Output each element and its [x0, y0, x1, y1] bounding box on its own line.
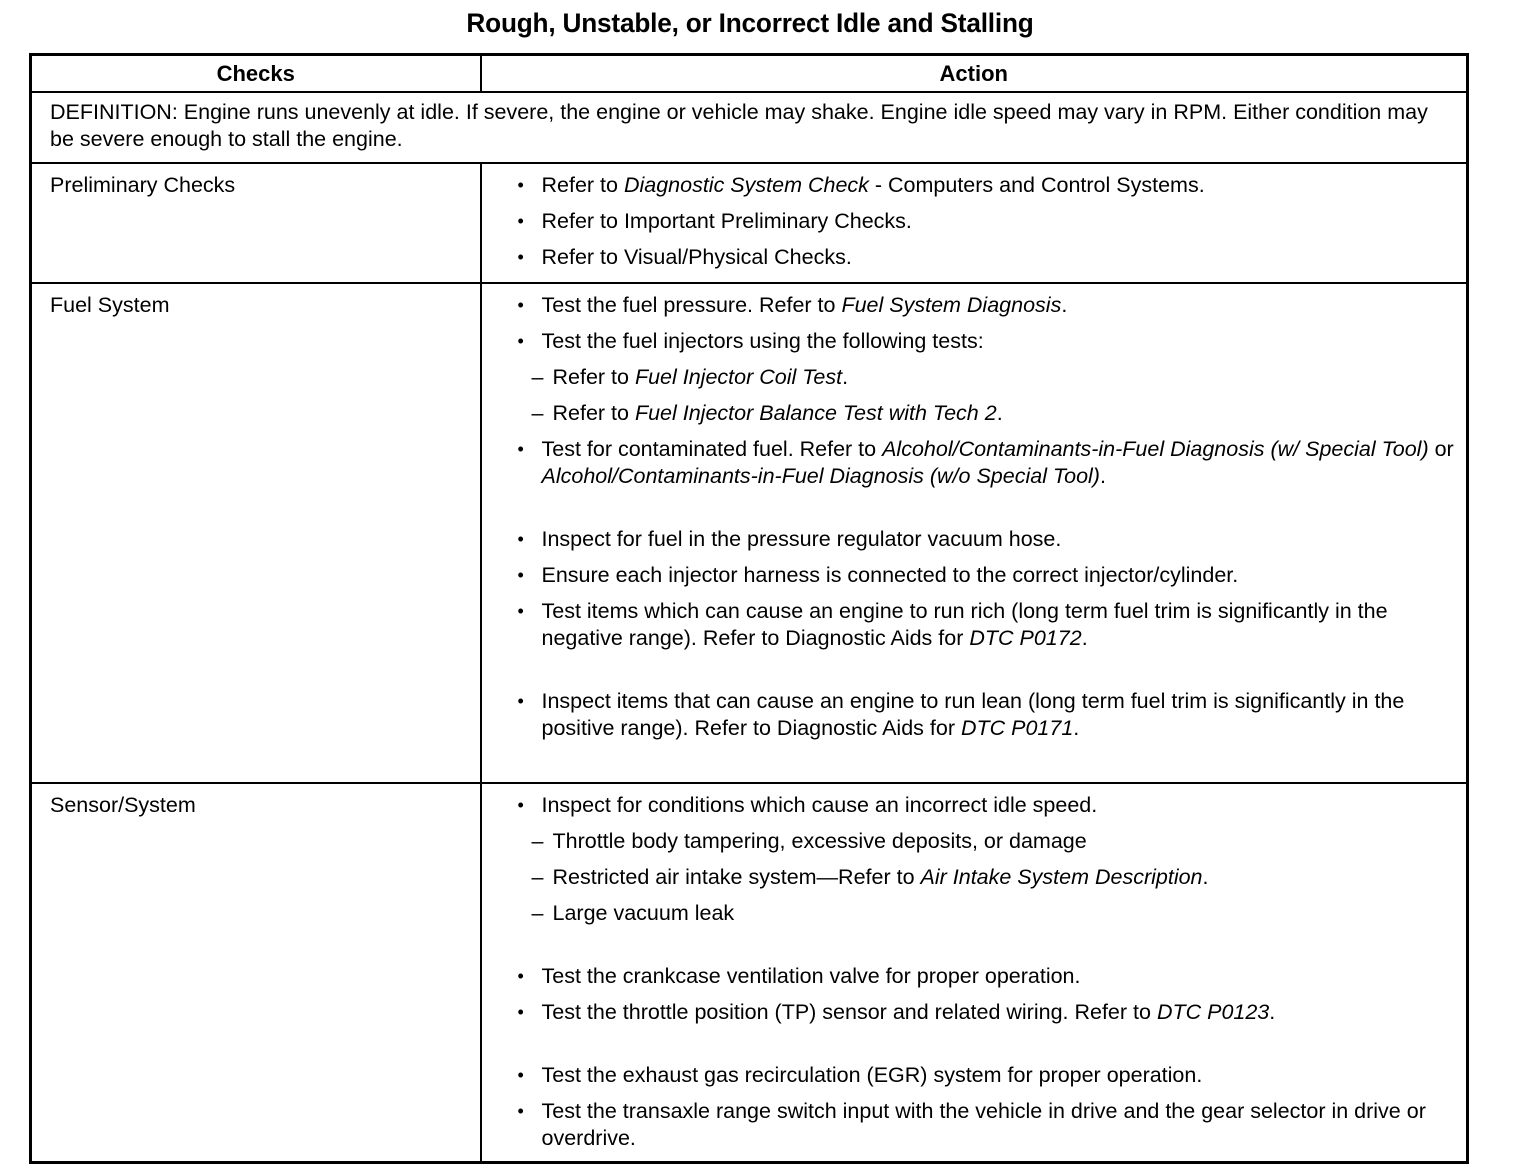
dash-icon: – — [531, 901, 544, 925]
table-row — [31, 163, 1468, 283]
action-text: . — [1202, 865, 1209, 889]
action-subitem — [518, 400, 1457, 427]
reference-title: Fuel Injector Balance Test with Tech 2 — [634, 401, 997, 425]
bullet-icon: • — [517, 175, 524, 195]
action-item — [518, 208, 1457, 235]
definition-text: DEFINITION: Engine runs unevenly at idle. If severe, the engine or vehicle may shake. Engine idle speed may vary in RPM. Either condition may be severe enough to stall the engine. — [31, 92, 1468, 163]
reference-title: Alcohol/Contaminants-in-Fuel Diagnosis (w/o Special Tool) — [541, 464, 1100, 488]
action-text: Ensure each injector harness is connected to the correct injector/cylinder. — [541, 563, 1239, 587]
reference-title: DTC P0123 — [1156, 1000, 1270, 1024]
check-label: Fuel System — [31, 283, 481, 783]
action-item — [518, 1062, 1457, 1089]
action-text: Test the exhaust gas recirculation (EGR) system for proper operation. — [541, 1063, 1203, 1087]
action-text: Inspect for fuel in the pressure regulator vacuum hose. — [541, 527, 1062, 551]
bullet-icon: • — [517, 1065, 524, 1085]
action-text: Inspect for conditions which cause an incorrect idle speed. — [541, 793, 1098, 817]
action-text: . — [1061, 293, 1068, 317]
action-text: Throttle body tampering, excessive deposits, or damage — [552, 829, 1087, 853]
action-text: . — [1099, 464, 1106, 488]
action-text: Test items which can cause an engine to run rich (long term fuel trim is significantly in the negative range). Refer to Diagnostic Aids for — [541, 599, 1388, 650]
bullet-icon: • — [517, 966, 524, 986]
action-text: Test the fuel pressure. Refer to — [541, 293, 842, 317]
bullet-icon: • — [517, 331, 524, 351]
action-list — [481, 163, 1468, 283]
action-item — [518, 328, 1457, 355]
action-text: Test for contaminated fuel. Refer to — [541, 437, 883, 461]
action-item — [518, 172, 1457, 199]
table-header-row — [31, 55, 1468, 93]
action-text: . — [1081, 626, 1088, 650]
action-list — [481, 283, 1468, 783]
bullet-icon: • — [517, 1101, 524, 1121]
action-text: . — [1073, 716, 1080, 740]
action-text: . — [1269, 1000, 1276, 1024]
check-label: Preliminary Checks — [31, 163, 481, 283]
action-subitem — [518, 864, 1457, 891]
reference-title: Alcohol/Contaminants-in-Fuel Diagnosis (w/ Special Tool) — [882, 437, 1429, 461]
reference-title: Fuel Injector Coil Test — [634, 365, 843, 389]
reference-title: DTC P0172 — [969, 626, 1082, 650]
bullet-icon: • — [517, 529, 524, 549]
column-header-checks: Checks — [31, 55, 481, 93]
action-text: . — [996, 401, 1003, 425]
bullet-icon: • — [517, 601, 524, 621]
bullet-icon: • — [517, 1002, 524, 1022]
document-title: Rough, Unstable, or Incorrect Idle and Stalling — [466, 8, 1034, 38]
table-row — [31, 283, 1468, 783]
action-item — [518, 688, 1457, 742]
dash-icon: – — [531, 829, 544, 853]
table-row — [31, 783, 1468, 1163]
action-item — [518, 292, 1457, 319]
dash-icon: – — [531, 401, 544, 425]
action-item — [518, 792, 1457, 819]
action-text: or — [1428, 437, 1454, 461]
action-text: Large vacuum leak — [552, 901, 735, 925]
action-text: Refer to — [552, 401, 635, 425]
action-item — [518, 999, 1457, 1026]
action-text: Test the throttle position (TP) sensor and related wiring. Refer to — [541, 1000, 1157, 1024]
bullet-icon: • — [517, 211, 524, 231]
action-subitem — [518, 900, 1457, 927]
action-item — [518, 963, 1457, 990]
action-text: Test the fuel injectors using the following tests: — [541, 329, 984, 353]
action-text: Test the crankcase ventilation valve for proper operation. — [541, 964, 1081, 988]
action-text: . — [842, 365, 849, 389]
dash-icon: – — [531, 365, 544, 389]
bullet-icon: • — [517, 295, 524, 315]
action-text: - Computers and Control Systems. — [868, 173, 1205, 197]
bullet-icon: • — [517, 565, 524, 585]
definition-row — [31, 92, 1468, 163]
action-text: Inspect items that can cause an engine to run lean (long term fuel trim is significantly in the positive range). Refer to Diagnostic Aids for — [541, 689, 1405, 740]
action-text: Restricted air intake system—Refer to — [552, 865, 921, 889]
reference-title: Air Intake System Description — [920, 865, 1203, 889]
bullet-icon: • — [517, 795, 524, 815]
action-text: Refer to — [552, 365, 635, 389]
check-label: Sensor/System — [31, 783, 481, 1163]
action-item — [518, 244, 1457, 271]
bullet-icon: • — [517, 439, 524, 459]
reference-title: Fuel System Diagnosis — [841, 293, 1062, 317]
dash-icon: – — [531, 865, 544, 889]
column-header-action: Action — [481, 55, 1468, 93]
action-subitem — [518, 364, 1457, 391]
action-text: Refer to — [541, 173, 624, 197]
action-text: Refer to Visual/Physical Checks. — [541, 245, 852, 269]
action-item — [518, 436, 1457, 490]
action-item — [518, 562, 1457, 589]
bullet-icon: • — [517, 691, 524, 711]
bullet-icon: • — [517, 247, 524, 267]
action-subitem — [518, 828, 1457, 855]
action-item — [518, 1098, 1457, 1152]
reference-title: DTC P0171 — [960, 716, 1074, 740]
action-text: Refer to Important Preliminary Checks. — [541, 209, 912, 233]
action-text: Test the transaxle range switch input with the vehicle in drive and the gear selector in drive or overdrive. — [541, 1099, 1426, 1150]
action-list — [481, 783, 1468, 1163]
action-item — [518, 598, 1457, 652]
diagnostic-table — [29, 53, 1469, 1164]
reference-title: Diagnostic System Check — [623, 173, 869, 197]
action-item — [518, 526, 1457, 553]
